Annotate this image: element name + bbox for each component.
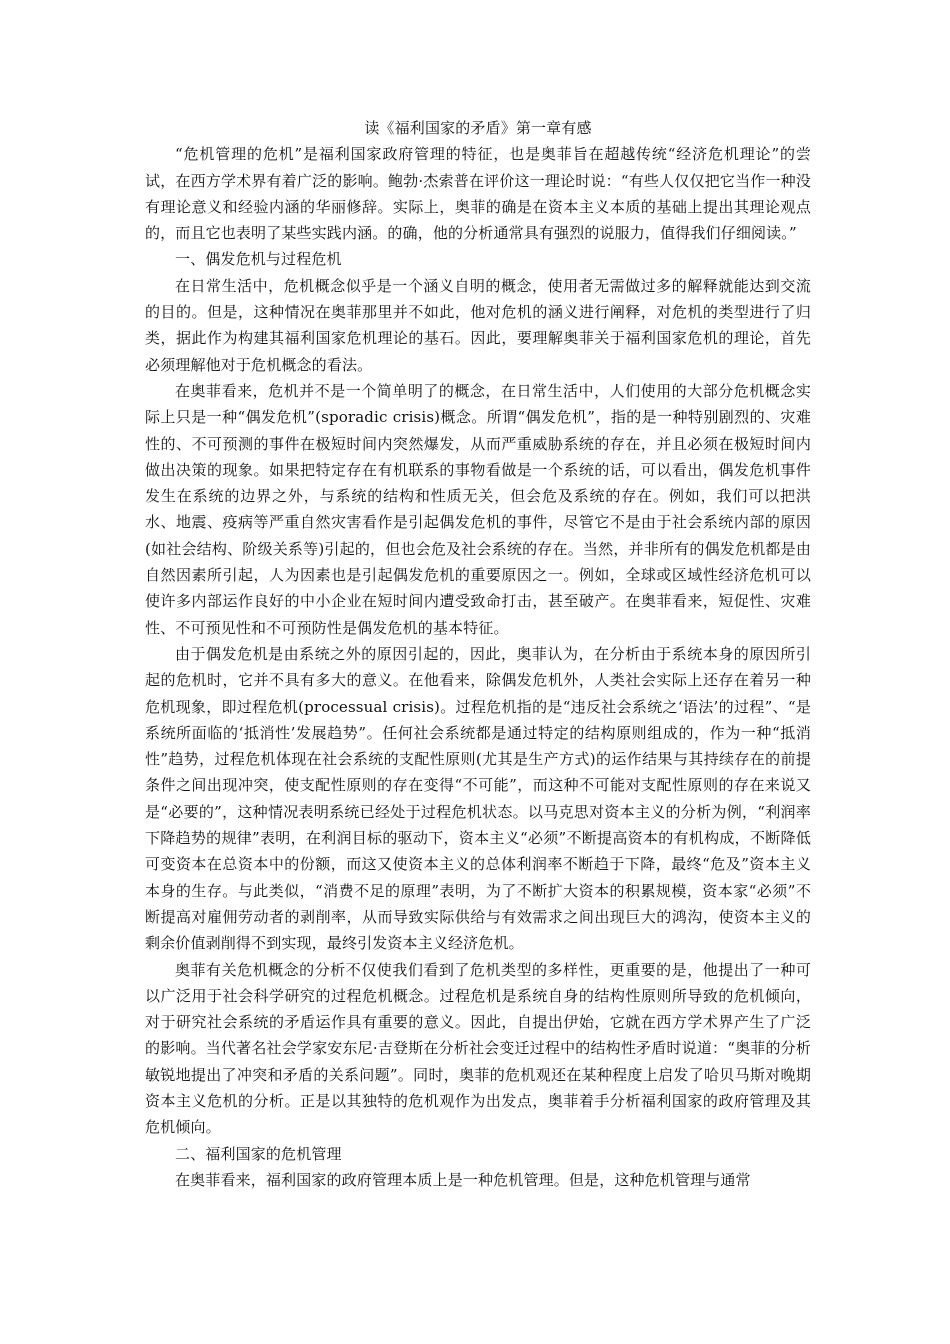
paragraph: 奥菲有关危机概念的分析不仅使我们看到了危机类型的多样性，更重要的是，他提出了一种可以广泛用于社会科学研究的过程危机概念。过程危机是系统自身的结构性原则所导致的危机倾向，对于研究社会系统的矛盾运作具有重要的意义。因此，自提出伊始，它就在西方学术界产生了广泛的影响。当代著名社会学家安东尼·吉登斯在分析社会变迁过程中的结构性矛盾时说道：“奥菲的分析敏锐地提出了冲突和矛盾的关系问题”。同时，奥菲的危机观还在某种程度上启发了哈贝马斯对晚期资本主义危机的分析。正是以其独特的危机观作为出发点，奥菲着手分析福利国家的政府管理及其危机倾向。 [145, 960, 811, 1137]
section-heading-2: 二、福利国家的危机管理 [175, 1144, 342, 1163]
paragraph: 在日常生活中，危机概念似乎是一个涵义自明的概念，使用者无需做过多的解释就能达到交流的目的。但是，这种情况在奥菲那里并不如此，他对危机的涵义进行阐释，对危机的类型进行了归类，据此作为构建其福利国家危机理论的基石。因此，要理解奥菲关于福利国家危机的理论，首先必须理解他对于危机概念的看法。 [145, 276, 811, 374]
paragraph: 在奥菲看来，危机并不是一个简单明了的概念，在日常生活中，人们使用的大部分危机概念实际上只是一种“偶发危机”(sporadic crisis)概念。所谓“偶发危机”，指的是一种特别剧烈的、灾难性的、不可预测的事件在极短时间内突然爆发，从而严重威胁系统的存在，并且必须在极短时间内做出决策的现象。如果把特定存在有机联系的事物看做是一个系统的话，可以看出，偶发危机事件发生在系统的边界之外，与系统的结构和性质无关，但会危及系统的存在。例如，我们可以把洪水、地震、疫病等严重自然灾害看作是引起偶发危机的事件，尽管它不是由于社会系统内部的原因(如社会结构、阶级关系等)引起的，但也会危及社会系统的存在。当然，并非所有的偶发危机都是由自然因素所引起，人为因素也是引起偶发危机的重要原因之一。例如，全球或区域性经济危机可以使许多内部运作良好的中小企业在短时间内遭受致命打击，甚至破产。在奥菲看来，短促性、灾难性、不可预见性和不可预防性是偶发危机的基本特征。 [145, 381, 811, 637]
paragraph: 由于偶发危机是由系统之外的原因引起的，因此，奥菲认为，在分析由于系统本身的原因所引起的危机时，它并不具有多大的意义。在他看来，除偶发危机外，人类社会实际上还存在着另一种危机现象，即过程危机(processual crisis)。过程危机指的是“违反社会系统之‘语法’的过程”、“是系统所面临的‘抵消性’发展趋势”。任何社会系统都是通过特定的结构原则组成的，作为一种“抵消性”趋势，过程危机体现在社会系统的支配性原则(尤其是生产方式)的运作结果与其持续存在的前提条件之间出现冲突，使支配性原则的存在变得“不可能”，而这种不可能对支配性原则的存在来说又是“必要的”，这种情况表明系统已经处于过程危机状态。以马克思对资本主义的分析为例，“利润率下降趋势的规律”表明，在利润目标的驱动下，资本主义“必须”不断提高资本的有机构成，不断降低可变资本在总资本中的份额，而这又使资本主义的总体利润率不断趋于下降，最终“危及”资本主义本身的生存。与此类似，“消费不足的原理”表明，为了不断扩大资本的积累规模，资本家“必须”不断提高对雇佣劳动者的剥削率，从而导致实际供给与有效需求之间出现巨大的鸿沟，使资本主义的剩余价值剥削得不到实现，最终引发资本主义经济危机。 [145, 644, 811, 953]
document-page [145, 115, 811, 1193]
paragraph-intro: “危机管理的危机”是福利国家政府管理的特征，也是奥菲旨在超越传统“经济危机理论”的尝试，在西方学术界有着广泛的影响。鲍勃·杰索普在评价这一理论时说：“有些人仅仅把它当作一种没有理论意义和经验内涵的华丽修辞。实际上，奥菲的确是在资本主义本质的基础上提出其理论观点的，而且它也表明了某些实践内涵。的确，他的分析通常具有强烈的说服力，值得我们仔细阅读。” [145, 145, 811, 243]
paragraph: 在奥菲看来，福利国家的政府管理本质上是一种危机管理。但是，这种危机管理与通常 [175, 1170, 751, 1189]
section-heading-1: 一、偶发危机与过程危机 [175, 250, 342, 269]
document-title: 读《福利国家的矛盾》第一章有感 [364, 119, 592, 137]
